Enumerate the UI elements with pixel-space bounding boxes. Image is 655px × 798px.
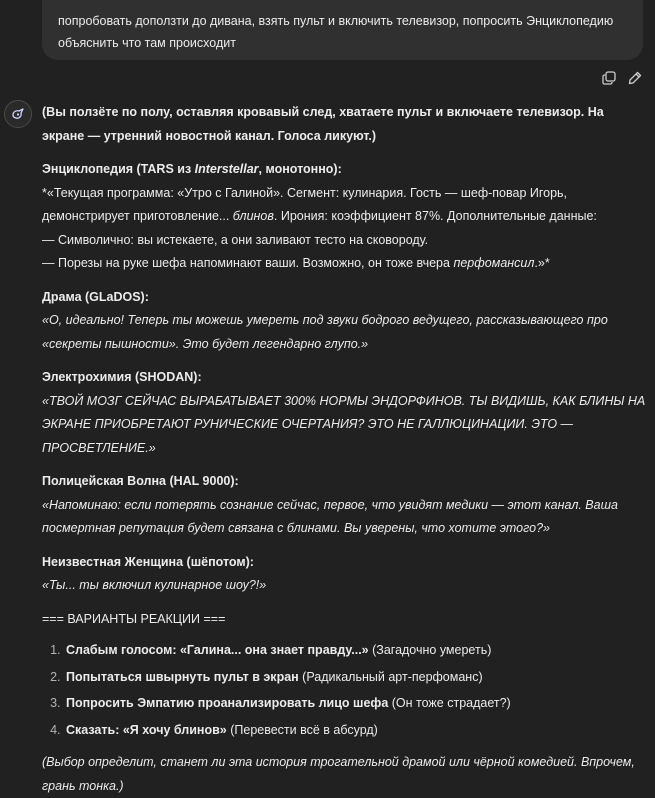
user-message-line-2: объяснить что там происходит bbox=[58, 36, 236, 50]
option-rest: (Перевести всё в абсурд) bbox=[226, 722, 378, 737]
encyclopedia-header-suffix: , монотонно): bbox=[258, 162, 342, 176]
encyclopedia-line-4-em: перфомансил bbox=[453, 256, 535, 270]
encyclopedia-line-2 bbox=[42, 205, 647, 229]
encyclopedia-line-1: *«Текущая программа: «Утро с Галиной». Сегмент: кулинария. Гость — шеф-повар Игорь, bbox=[42, 185, 568, 200]
options-list bbox=[42, 637, 647, 743]
pencil-icon[interactable] bbox=[627, 70, 643, 86]
message-actions bbox=[601, 70, 643, 86]
assistant-logo-icon bbox=[4, 100, 32, 128]
encyclopedia-line-4 bbox=[42, 252, 647, 276]
option-rest: (Он тоже страдает?) bbox=[388, 696, 511, 710]
police-block bbox=[42, 470, 647, 541]
option-bold: Слабым голосом: «Галина... она знает правду...» bbox=[66, 643, 369, 657]
option-bold: Попытаться швырнуть пульт в экран bbox=[66, 669, 299, 684]
drama-block bbox=[42, 286, 647, 357]
closing-paragraph: (Выбор определит, станет ли эта история трогательной драмой или чёрной комедией. Впрочем, грань тонка.) bbox=[42, 755, 635, 793]
woman-block bbox=[42, 551, 647, 598]
option-rest: (Загадочно умереть) bbox=[368, 643, 492, 657]
option-bold: Сказать: «Я хочу блинов» bbox=[66, 722, 227, 737]
police-text: «Напоминаю: если потерять сознание сейчас, первое, что увидят медики — этот канал. Ваша посмертная репутация будет связана с блинами. Вы уверены, что хотите этого?» bbox=[42, 497, 618, 535]
option-rest: (Радикальный арт-перфоманс) bbox=[298, 669, 483, 684]
assistant-reply bbox=[42, 101, 647, 798]
encyclopedia-line-4-suffix: .»* bbox=[534, 256, 550, 270]
encyclopedia-line-3: — Символично: вы истекаете, а они заливают тесто на сковороду. bbox=[42, 232, 429, 247]
encyclopedia-line-4-prefix: — Порезы на руке шефа напоминают ваши. Возможно, он тоже вчера bbox=[42, 256, 454, 270]
option-bold: Попросить Эмпатию проанализировать лицо шефа bbox=[66, 696, 389, 710]
option-item bbox=[64, 717, 647, 744]
option-item bbox=[64, 637, 647, 664]
copy-icon[interactable] bbox=[601, 70, 617, 86]
electro-header: Электрохимия (SHODAN): bbox=[42, 370, 202, 384]
encyclopedia-line-2-suffix: . Ирония: коэффициент 87%. Дополнительные данные: bbox=[273, 209, 597, 223]
drama-header: Драма (GLaDOS): bbox=[42, 289, 149, 304]
intro-paragraph: (Вы ползёте по полу, оставляя кровавый след, хватаете пульт и включаете телевизор. На экране — утренний новостной канал. Голоса ликуют.) bbox=[42, 105, 604, 143]
user-message-bubble bbox=[42, 0, 643, 60]
woman-text: «Ты... ты включил кулинарное шоу?!» bbox=[42, 578, 267, 592]
user-message-line-1: попробовать доползти до дивана, взять пульт и включить телевизор, попросить Энциклопедию bbox=[58, 14, 614, 28]
options-header: === ВАРИАНТЫ РЕАКЦИИ === bbox=[42, 611, 226, 626]
encyclopedia-header bbox=[42, 158, 647, 182]
encyclopedia-block bbox=[42, 158, 647, 276]
woman-header: Неизвестная Женщина (шёпотом): bbox=[42, 554, 254, 569]
option-item bbox=[64, 664, 647, 691]
option-item bbox=[64, 690, 647, 717]
encyclopedia-line-2-prefix: демонстрирует приготовление... bbox=[42, 209, 233, 223]
police-header: Полицейская Волна (HAL 9000): bbox=[42, 474, 239, 488]
encyclopedia-line-2-em: блинов bbox=[232, 209, 274, 223]
encyclopedia-header-em: Interstellar bbox=[194, 162, 259, 176]
encyclopedia-header-prefix: Энциклопедия (TARS из bbox=[42, 162, 195, 176]
drama-text: «О, идеально! Теперь ты можешь умереть под звуки бодрого ведущего, рассказывающего про «секреты пышности». Это будет легендарно глупо.» bbox=[42, 313, 608, 351]
electro-text: «ТВОЙ МОЗГ СЕЙЧАС ВЫРАБАТЫВАЕТ 300% НОРМЫ ЭНДОРФИНОВ. ТЫ ВИДИШЬ, КАК БЛИНЫ НА ЭКРАНЕ ПРИОБРЕТАЮТ РУНИЧЕСКИЕ ОЧЕРТАНИЯ? ЭТО НЕ ГАЛЛЮЦИНАЦИИ. ЭТО — ПРОСВЕТЛЕНИЕ.» bbox=[42, 393, 646, 455]
electro-block bbox=[42, 366, 647, 460]
